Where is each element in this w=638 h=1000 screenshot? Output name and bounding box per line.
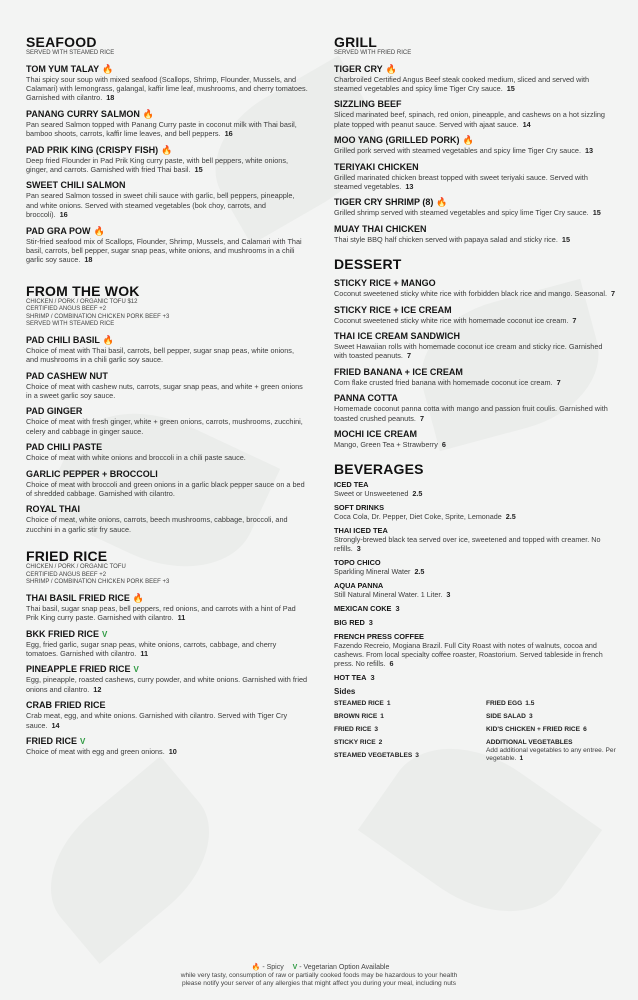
side-item <box>334 700 486 708</box>
item-name: GARLIC PEPPER + BROCCOLI <box>26 468 158 479</box>
item-description <box>26 346 308 365</box>
menu-item <box>334 429 616 449</box>
side-item <box>334 713 486 721</box>
menu-item <box>334 224 616 244</box>
beverage-item <box>334 581 616 599</box>
side-item <box>486 739 616 763</box>
side-price: 1 <box>380 713 384 721</box>
beverage-price: 3 <box>370 673 375 683</box>
section-subtitle <box>26 564 308 587</box>
vegetarian-icon: V <box>133 665 139 675</box>
item-price: 15 <box>592 208 601 218</box>
item-price: 7 <box>572 315 577 325</box>
beverage-item <box>334 526 616 553</box>
item-description <box>334 208 616 217</box>
item-name-row <box>26 442 308 453</box>
beverage-name-row <box>334 673 616 682</box>
item-description <box>334 342 616 361</box>
side-item <box>334 752 486 760</box>
section-subtitle-line: SHRIMP / COMBINATION CHICKEN PORK BEEF +3 <box>26 313 170 320</box>
beverage-description-text: Strongly-brewed black tea served over ice, sweetened and topped with creamer. No refills. <box>334 535 601 554</box>
item-name: FRIED RICE <box>26 736 78 746</box>
item-price: 13 <box>585 146 594 156</box>
seafood-section <box>26 34 308 265</box>
beverage-description <box>334 535 616 553</box>
beverage-name: FRENCH PRESS COFFEE <box>334 632 424 642</box>
dessert-section <box>334 256 616 449</box>
beverage-name-row <box>334 604 616 613</box>
item-description <box>26 237 308 265</box>
item-description-text: Choice of meat with cashew nuts, carrots, sugar snap peas, and white + green onions in a sweet garlic soy sauce. <box>26 381 303 400</box>
item-description <box>334 173 616 192</box>
item-description <box>334 378 616 387</box>
beverage-description <box>334 489 616 498</box>
item-name-row <box>26 406 308 417</box>
beverage-name: HOT TEA <box>334 673 367 683</box>
item-name: ROYAL THAI <box>26 504 81 515</box>
beverage-name: TOPO CHICO <box>334 558 381 568</box>
beverages-section <box>334 461 616 682</box>
item-price: 15 <box>506 83 515 93</box>
sides-right <box>486 700 616 768</box>
menu-item <box>26 64 308 103</box>
item-name: MOCHI ICE CREAM <box>334 429 417 439</box>
beverage-item <box>334 618 616 627</box>
item-name: PAD CASHEW NUT <box>26 370 108 381</box>
side-name: STICKY RICE <box>334 739 376 747</box>
menu-item <box>26 335 308 365</box>
item-description <box>334 75 616 94</box>
section-subtitle-line: CHICKEN / PORK / ORGANIC TOFU <box>26 564 126 571</box>
beverage-item <box>334 632 616 668</box>
menu-item <box>334 331 616 361</box>
grill-items <box>334 64 616 245</box>
item-name: TERIYAKI CHICKEN <box>334 161 419 172</box>
item-name-row <box>334 367 616 378</box>
section-title: GRILL <box>334 34 377 50</box>
item-price: 16 <box>224 129 233 139</box>
beverage-name: AQUA PANNA <box>334 581 384 591</box>
menu-item <box>334 305 616 325</box>
menu-footer <box>0 964 638 988</box>
side-price: 6 <box>583 726 587 734</box>
item-name-row <box>26 64 308 75</box>
item-description <box>26 747 308 756</box>
item-description-text: Charbroiled Certified Angus Beef steak cooked medium, sliced and served with steamed vegetables and spicy lime Tiger Cry sauce. <box>334 74 590 93</box>
side-price: 3 <box>528 713 533 721</box>
menu-item <box>26 226 308 265</box>
beverage-items <box>334 480 616 682</box>
item-name-row <box>26 629 308 640</box>
chili-icon: 🔥 <box>385 63 397 74</box>
menu-item <box>26 371 308 401</box>
item-name-row <box>26 700 308 711</box>
item-description-text: Choice of meat with Thai basil, carrots, bell pepper, sugar snap peas, white onions, and mushrooms in a chili garlic soy sauce. <box>26 345 294 365</box>
item-description-text: Pan seared Salmon topped with Panang Curry paste in coconut milk with Thai basil, bamboo shoots, carrots, kaffir lime leaves, and bell peppers. <box>26 119 297 139</box>
item-description <box>26 480 308 499</box>
item-name-row <box>334 305 616 316</box>
item-description <box>26 120 308 139</box>
menu-item <box>26 180 308 219</box>
beverage-price: 2.5 <box>505 512 516 522</box>
item-price: 12 <box>93 684 102 694</box>
menu-item <box>334 278 616 298</box>
section-title: DESSERT <box>334 256 402 273</box>
item-name-row <box>334 99 616 110</box>
item-name: MUAY THAI CHICKEN <box>334 223 427 234</box>
section-subtitle-line: CERTIFIED ANGUS BEEF +2 <box>26 571 107 578</box>
side-name: FRIED RICE <box>334 726 372 734</box>
item-name-row <box>334 278 616 289</box>
sides-grid <box>334 700 616 768</box>
item-description-text: Corn flake crusted fried banana with homemade coconut ice cream. <box>334 377 553 387</box>
item-description <box>334 110 616 129</box>
item-description-text: Stir-fried seafood mix of Scallops, Flounder, Shrimp, Mussels, and Calamari with Thai basil, carrots, bell pepper, sugar snap peas, white onions, and mushrooms in a chili garlic soy sauce. <box>26 236 302 265</box>
item-name-row <box>26 371 308 382</box>
vegetarian-icon: V <box>292 964 298 971</box>
beverage-item <box>334 673 616 682</box>
item-price: 15 <box>561 234 571 244</box>
item-name: PAD CHILI PASTE <box>26 442 103 453</box>
item-price: 14 <box>522 119 531 129</box>
beverage-price: 2.5 <box>412 489 423 499</box>
chili-icon: 🔥 <box>161 144 173 155</box>
beverage-description-text: Still Natural Mineral Water. 1 Liter. <box>334 590 443 600</box>
side-price: 3 <box>415 752 419 760</box>
beverage-price: 2.5 <box>414 567 425 577</box>
item-price: 7 <box>406 351 412 361</box>
item-description-text: Choice of meat, white onions, carrots, beech mushrooms, cabbage, broccoli, and zucchini in a garlic stir fry sauce. <box>26 515 288 534</box>
beverage-description <box>334 512 616 521</box>
beverage-name: MEXICAN COKE <box>334 604 392 614</box>
beverage-name: ICED TEA <box>334 480 369 490</box>
sides-title: Sides <box>334 687 356 697</box>
item-name: CRAB FRIED RICE <box>26 700 106 711</box>
item-description-text: Deep fried Flounder in Pad Prik King curry paste, with bell peppers, white onions, ginger, and carrots. Garnished with fried Thai basil. <box>26 155 289 174</box>
spicy-legend-label: - Spicy <box>262 964 284 971</box>
item-price: 11 <box>140 648 149 658</box>
item-name: STICKY RICE + MANGO <box>334 278 436 289</box>
item-name: PAD GRA POW <box>26 225 91 236</box>
item-name: BKK FRIED RICE <box>26 628 100 639</box>
leaf-decoration <box>22 756 237 964</box>
beverage-name-row <box>334 480 616 489</box>
chili-icon: 🔥 <box>132 592 145 603</box>
side-price: 3 <box>374 726 379 734</box>
legend <box>0 964 638 972</box>
menu-item <box>334 367 616 387</box>
item-name: MOO YANG (GRILLED PORK) <box>334 135 460 146</box>
beverage-description-text: Sparkling Mineral Water <box>334 567 411 577</box>
side-name: BROWN RICE <box>334 713 378 721</box>
beverage-name-row <box>334 618 616 627</box>
item-description <box>334 316 616 325</box>
beverage-description-text: Sweet or Unsweetened <box>334 489 409 499</box>
item-price: 14 <box>51 720 60 730</box>
item-description <box>26 382 308 401</box>
item-name-row <box>334 197 616 208</box>
side-description-text: Add additional vegetables to any entree. Per vegetable. <box>486 747 616 763</box>
item-price: 18 <box>106 93 115 103</box>
beverage-name: SOFT DRINKS <box>334 503 385 513</box>
item-description-text: Coconut sweetened sticky white rice with forbidden black rice and mango. Seasonal. <box>334 289 607 299</box>
dessert-items <box>334 278 616 449</box>
side-item <box>486 713 616 721</box>
item-description <box>26 156 308 175</box>
vegetarian-icon: V <box>80 737 86 746</box>
item-description-text: Pan seared Salmon tossed in sweet chili sauce with garlic, bell peppers, pineapple, and white onions. Served with steamed vegetables (bok choy, carrots, and broccoli). <box>26 191 295 220</box>
item-description <box>334 289 616 298</box>
item-name-row <box>26 226 308 237</box>
allergy-notice: please notify your server of any allergies that might affect you during your meal, including nuts <box>181 980 457 987</box>
vegetarian-icon: V <box>102 629 108 639</box>
chili-icon: 🔥 <box>436 197 448 208</box>
sides-section <box>334 687 616 768</box>
seafood-items <box>26 64 308 265</box>
chili-icon: 🔥 <box>462 135 474 146</box>
item-name-row <box>334 224 616 235</box>
item-name-row <box>26 736 308 747</box>
section-subtitle-line: SERVED WITH STEAMED RICE <box>26 321 115 328</box>
section-title: BEVERAGES <box>334 461 424 478</box>
side-price: 1 <box>519 755 524 763</box>
item-name: FRIED BANANA + ICE CREAM <box>334 366 463 377</box>
item-name: TOM YUM TALAY <box>26 63 100 74</box>
item-description <box>26 417 308 436</box>
item-description <box>26 604 308 623</box>
beverage-description-text: Coca Cola, Dr. Pepper, Diet Coke, Sprite, Lemonade <box>334 512 502 522</box>
item-description <box>26 453 308 462</box>
item-name-row <box>26 145 308 156</box>
side-price: 1 <box>386 700 391 708</box>
item-description-text: Grilled marinated chicken breast topped with sweet teriyaki sauce. Served with steamed vegetables. <box>334 172 588 191</box>
beverage-price: 3 <box>395 604 400 614</box>
item-name: TIGER CRY <box>334 63 383 74</box>
side-name: FRIED EGG <box>486 700 523 708</box>
section-subtitle-line: SHRIMP / COMBINATION CHICKEN PORK BEEF +3 <box>26 579 170 586</box>
beverage-description <box>334 590 616 599</box>
menu-item <box>26 109 308 139</box>
item-description-text: Thai spicy sour soup with mixed seafood (Scallops, Shrimp, Flounder, Mussels, and Calamari) with lemongrass, galangal, kaffir lime leaf, mushrooms, and cherry tomatoes. Garnished with cilantro. <box>26 74 308 103</box>
menu-item <box>334 99 616 129</box>
item-price: 15 <box>194 164 203 174</box>
fried-rice-section <box>26 548 308 756</box>
side-name: KID'S CHICKEN + FRIED RICE <box>486 726 581 734</box>
item-name-row <box>26 109 308 120</box>
item-name-row <box>334 429 616 440</box>
item-price: 16 <box>59 210 68 220</box>
item-description-text: Choice of meat with white onions and broccoli in a chili paste sauce. <box>26 453 246 463</box>
item-description <box>26 711 308 730</box>
section-title: FROM THE WOK <box>26 282 140 299</box>
item-description <box>26 75 308 103</box>
beverage-price: 3 <box>356 544 361 554</box>
section-title: FRIED RICE <box>26 548 108 565</box>
item-name: TIGER CRY SHRIMP (8) <box>334 197 434 208</box>
item-description-text: Egg, pineapple, roasted cashews, curry powder, and white onions. Garnished with fried onions and cilantro. <box>26 675 308 694</box>
item-name-row <box>26 469 308 480</box>
beverage-price: 6 <box>389 659 394 669</box>
side-price: 2 <box>378 739 383 747</box>
item-description-text: Choice of meat with broccoli and green onions in a garlic black pepper sauce on a bed of shredded cabbage. Garnished with cilantro. <box>26 479 305 499</box>
item-description <box>26 191 308 219</box>
beverage-description <box>334 641 616 668</box>
item-price: 6 <box>441 440 446 449</box>
item-name: SWEET CHILI SALMON <box>26 180 126 191</box>
item-name: PINEAPPLE FRIED RICE <box>26 664 131 675</box>
beverage-item <box>334 503 616 521</box>
beverage-item <box>334 480 616 498</box>
section-subtitle: SERVED WITH FRIED RICE <box>334 50 412 56</box>
menu-item <box>26 504 308 534</box>
item-description-text: Thai basil, sugar snap peas, bell peppers, red onions, and carrots with a hint of Pad Prik King curry paste. Garnished with cilantro. <box>26 603 296 623</box>
chili-icon: 🔥 <box>93 225 105 236</box>
item-description-text: Mango, Green Tea + Strawberry <box>334 440 438 449</box>
menu-item <box>26 629 308 659</box>
item-price: 7 <box>610 289 616 299</box>
side-item <box>486 726 616 734</box>
fried-rice-items <box>26 593 308 757</box>
item-description <box>26 515 308 534</box>
item-description-text: Egg, fried garlic, sugar snap peas, white onions, carrots, cabbage, and cherry tomatoes. Garnished with cilantro. <box>26 639 277 658</box>
menu-item <box>26 664 308 694</box>
item-name: STICKY RICE + ICE CREAM <box>334 304 452 315</box>
vegetarian-legend-label: - Vegetarian Option Available <box>299 964 390 971</box>
item-name: THAI ICE CREAM SANDWICH <box>334 330 460 341</box>
side-name: STEAMED VEGETABLES <box>334 752 413 760</box>
health-warning: while very tasty, consumption of raw or partially cooked foods may be hazardous to your health <box>180 972 458 979</box>
item-name: PAD CHILI BASIL <box>26 334 100 345</box>
item-description-text: Grilled shrimp served with steamed vegetables and spicy lime Tiger Cry sauce. <box>334 208 589 218</box>
item-price: 18 <box>84 255 93 265</box>
side-item <box>486 700 616 708</box>
item-description-text: Sweet Hawaiian rolls with homemade coconut ice cream and sticky rice. Garnished with toasted peanuts. <box>334 341 603 361</box>
beverage-description <box>334 567 616 576</box>
item-price: 11 <box>177 613 186 623</box>
item-description <box>334 440 616 449</box>
side-name: ADDITIONAL VEGETABLES <box>486 739 573 747</box>
menu-item <box>26 700 308 730</box>
item-price: 13 <box>405 181 414 191</box>
section-subtitle-line: CHICKEN / PORK / ORGANIC TOFU $12 <box>26 298 138 305</box>
right-column <box>334 34 616 768</box>
side-description <box>486 747 616 763</box>
menu-item <box>26 406 308 436</box>
beverage-name: THAI ICED TEA <box>334 526 388 536</box>
item-name-row <box>26 504 308 515</box>
item-name-row <box>26 593 308 604</box>
item-name-row <box>334 331 616 342</box>
sides-left <box>334 700 486 768</box>
item-price: 10 <box>168 747 177 756</box>
menu-item <box>334 135 616 155</box>
section-title: SEAFOOD <box>26 34 97 50</box>
menu-item <box>26 593 308 623</box>
beverage-item <box>334 558 616 576</box>
item-description-text: Thai style BBQ half chicken served with papaya salad and sticky rice. <box>334 234 558 244</box>
section-subtitle: SERVED WITH STEAMED RICE <box>26 50 115 56</box>
wok-section <box>26 283 308 534</box>
menu-item <box>334 162 616 192</box>
item-name-row <box>26 664 308 675</box>
chili-icon: 🔥 <box>142 108 155 119</box>
item-name: PANNA COTTA <box>334 393 398 404</box>
section-subtitle-line: CERTIFIED ANGUS BEEF +2 <box>26 306 107 313</box>
item-name: PAD GINGER <box>26 406 83 417</box>
item-description <box>334 235 616 244</box>
section-subtitle <box>26 299 308 329</box>
beverage-description-text: Fazendo Recreio, Mogiana Brazil. Full City Roast with notes of walnuts, cocoa and cashews. From local specialty coffee roaster, Roastorium. Served tableside in french press. No refills. <box>334 641 603 669</box>
item-description <box>334 404 616 423</box>
item-name: SIZZLING BEEF <box>334 99 402 110</box>
item-description <box>26 640 308 659</box>
beverage-name-row <box>334 581 616 590</box>
item-description-text: Grilled pork served with steamed vegetables and spicy lime Tiger Cry sauce. <box>334 146 581 156</box>
item-name-row <box>26 335 308 346</box>
item-name: PANANG CURRY SALMON <box>26 108 140 119</box>
menu-item <box>26 442 308 462</box>
menu-item <box>26 736 308 756</box>
item-description-text: Crab meat, egg, and white onions. Garnished with cilantro. Served with Tiger Cry sauce. <box>26 711 288 730</box>
beverage-name-row <box>334 503 616 512</box>
item-description-text: Sliced marinated beef, spinach, red onion, pineapple, and cashews on a hot sizzling plate topped with peanut sauce. Served with ajaat sauce. <box>334 110 605 129</box>
item-description-text: Choice of meat with egg and green onions. <box>26 747 165 756</box>
chili-icon: 🔥 <box>251 964 261 971</box>
menu-item <box>334 393 616 423</box>
side-name: SIDE SALAD <box>486 713 526 721</box>
chili-icon: 🔥 <box>102 334 115 345</box>
side-price: 1.5 <box>525 700 535 708</box>
side-item <box>334 739 486 747</box>
item-price: 7 <box>556 377 561 387</box>
item-name-row <box>334 162 616 173</box>
item-name-row <box>334 64 616 75</box>
beverage-item <box>334 604 616 613</box>
item-name: THAI BASIL FRIED RICE <box>26 592 130 603</box>
chili-icon: 🔥 <box>102 63 114 74</box>
side-name: STEAMED RICE <box>334 700 384 708</box>
beverage-name-row <box>334 526 616 535</box>
menu-item <box>26 469 308 499</box>
beverage-price: 3 <box>368 618 373 628</box>
beverage-price: 3 <box>446 590 451 600</box>
menu-item <box>334 64 616 94</box>
side-item <box>334 726 486 734</box>
wok-items <box>26 335 308 534</box>
item-description <box>334 146 616 155</box>
item-name-row <box>334 393 616 404</box>
item-description-text: Homemade coconut panna cotta with mango and passion fruit coulis. Garnished with toasted crushed peanuts. <box>334 404 608 423</box>
item-price: 7 <box>419 413 425 423</box>
item-name-row <box>334 135 616 146</box>
menu-item <box>26 145 308 175</box>
beverage-name-row <box>334 558 616 567</box>
item-name: PAD PRIK KING (CRISPY FISH) <box>26 144 159 155</box>
item-description-text: Choice of meat with fresh ginger, white + green onions, carrots, mushrooms, zucchini, celery and cabbage in ginger sauce. <box>26 417 303 436</box>
item-description-text: Coconut sweetened sticky white rice with homemade coconut ice cream. <box>334 315 569 325</box>
menu-item <box>334 197 616 217</box>
item-description <box>26 675 308 694</box>
item-name-row <box>26 180 308 191</box>
beverage-name: BIG RED <box>334 618 365 628</box>
grill-section <box>334 34 616 244</box>
beverage-name-row <box>334 632 616 641</box>
left-column <box>26 34 308 762</box>
